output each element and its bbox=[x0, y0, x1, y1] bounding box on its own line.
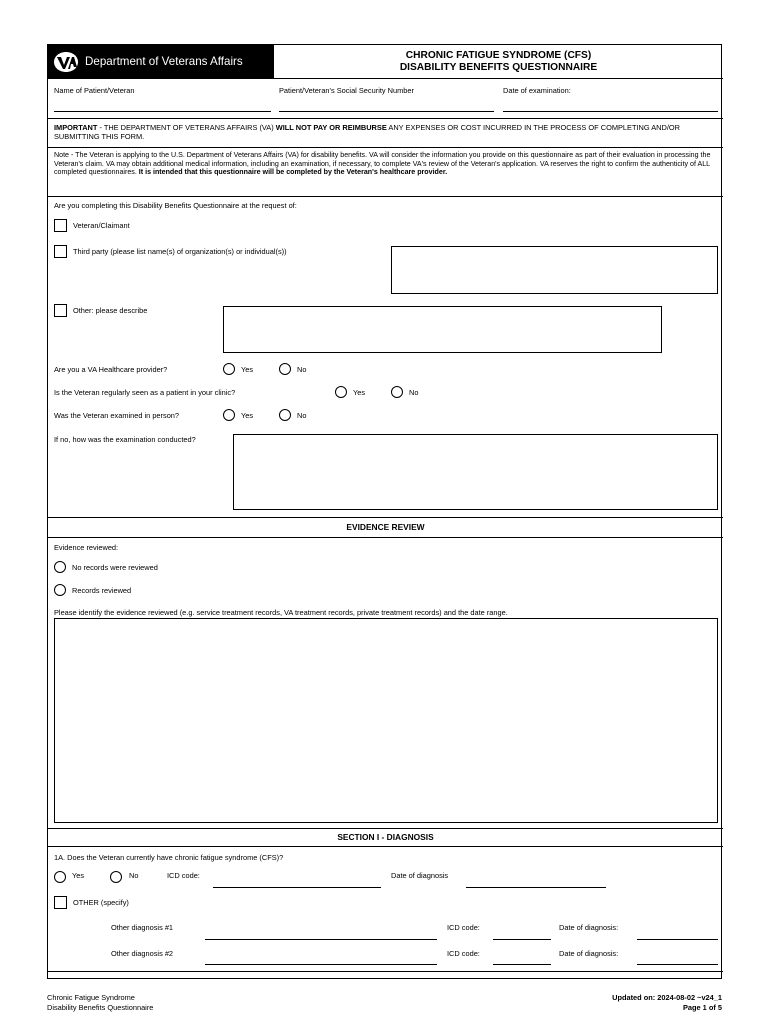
request-question: Are you completing this Disability Benefits Questionnaire at the request of: bbox=[54, 201, 297, 210]
footer-form-type: Disability Benefits Questionnaire bbox=[47, 1002, 154, 1012]
footer-right bbox=[612, 993, 722, 1012]
note-text: Note - The Veteran is applying to the U.S. Department of Veterans Affairs (VA) for disability benefits. VA will consider the information you provide on this questionnaire as part of their evaluation in processing the Veteran's claim. VA may obtain additional medical information, including an examination, if necessary, to complete VA's review of the Veteran's application. VA reserves the right to confirm the authenticity of ALL completed questionnaires. bbox=[54, 151, 711, 177]
title-line-2: DISABILITY BENEFITS QUESTIONNAIRE bbox=[399, 62, 598, 73]
divider bbox=[48, 196, 723, 197]
cfs-yes-radio[interactable] bbox=[54, 871, 66, 883]
exam-method-question: If no, how was the examination conducted? bbox=[54, 435, 196, 444]
va-provider-no-radio[interactable] bbox=[279, 363, 291, 375]
patient-name-label: Name of Patient/Veteran bbox=[54, 86, 135, 95]
third-party-label: Third party (please list name(s) of organization(s) or individual(s)) bbox=[73, 247, 287, 256]
exam-date-field[interactable] bbox=[503, 111, 718, 112]
footer-page-number: Page 1 of 5 bbox=[682, 1002, 722, 1012]
other-2-icd-label: ICD code: bbox=[447, 949, 480, 958]
important-lead: IMPORTANT bbox=[54, 123, 98, 132]
identify-evidence-label: Please identify the evidence reviewed (e.g. service treatment records, VA treatment records, private treatment records) and the date range. bbox=[54, 608, 508, 617]
divider bbox=[48, 78, 723, 79]
divider bbox=[48, 147, 723, 148]
other-2-icd-field[interactable] bbox=[493, 964, 551, 965]
exam-date-label: Date of examination: bbox=[503, 86, 571, 95]
in-person-yes-radio[interactable] bbox=[223, 409, 235, 421]
footer-updated: Updated on: 2024-08-02 ~v24_1 bbox=[612, 993, 722, 1002]
other-1-date-field[interactable] bbox=[637, 939, 718, 940]
form-title bbox=[274, 50, 723, 74]
regular-patient-question: Is the Veteran regularly seen as a patient in your clinic? bbox=[54, 388, 236, 397]
other-diagnosis-1-label: Other diagnosis #1 bbox=[111, 923, 174, 932]
cfs-date-label: Date of diagnosis bbox=[391, 871, 449, 880]
divider bbox=[48, 828, 723, 829]
va-seal-icon bbox=[53, 51, 79, 73]
regular-patient-no-label: No bbox=[409, 388, 419, 397]
other-diagnosis-checkbox[interactable] bbox=[54, 896, 67, 909]
cfs-no-radio[interactable] bbox=[110, 871, 122, 883]
title-line-1: CHRONIC FATIGUE SYNDROME (CFS) bbox=[405, 50, 592, 61]
regular-patient-yes-label: Yes bbox=[353, 388, 366, 397]
in-person-yes-label: Yes bbox=[241, 411, 254, 420]
exam-method-textbox[interactable] bbox=[233, 434, 718, 510]
cfs-no-label: No bbox=[129, 871, 139, 880]
no-records-radio[interactable] bbox=[54, 561, 66, 573]
important-notice bbox=[54, 123, 718, 141]
ssn-label: Patient/Veteran's Social Security Number bbox=[279, 86, 414, 95]
va-provider-yes-radio[interactable] bbox=[223, 363, 235, 375]
cfs-icd-label: ICD code: bbox=[167, 871, 200, 880]
important-text-2: ANY EXPENSES OR COST INCURRED IN THE PROCESS OF COMPLETING AND/OR SUBMITTING THIS FORM. bbox=[54, 123, 680, 141]
other-diagnosis-1-field[interactable] bbox=[205, 939, 437, 940]
records-reviewed-radio[interactable] bbox=[54, 584, 66, 596]
footer-left bbox=[47, 993, 153, 1012]
veteran-claimant-checkbox[interactable] bbox=[54, 219, 67, 232]
evidence-reviewed-label: Evidence reviewed: bbox=[54, 543, 119, 552]
in-person-no-radio[interactable] bbox=[279, 409, 291, 421]
va-header-banner bbox=[48, 45, 274, 78]
other-textbox[interactable] bbox=[223, 306, 662, 353]
other-2-date-label: Date of diagnosis: bbox=[559, 949, 619, 958]
divider bbox=[48, 517, 723, 518]
third-party-textbox[interactable] bbox=[391, 246, 718, 294]
other-1-date-label: Date of diagnosis: bbox=[559, 923, 619, 932]
evidence-review-heading: EVIDENCE REVIEW bbox=[346, 522, 425, 532]
va-provider-yes-label: Yes bbox=[241, 365, 254, 374]
evidence-textbox[interactable] bbox=[54, 618, 718, 823]
important-bold: WILL NOT PAY OR REIMBURSE bbox=[275, 123, 387, 132]
other-2-date-field[interactable] bbox=[637, 964, 718, 965]
note-paragraph bbox=[54, 151, 720, 177]
cfs-question: 1A. Does the Veteran currently have chronic fatigue syndrome (CFS)? bbox=[54, 853, 284, 862]
divider bbox=[48, 118, 723, 119]
regular-patient-yes-radio[interactable] bbox=[335, 386, 347, 398]
in-person-question: Was the Veteran examined in person? bbox=[54, 411, 180, 420]
no-records-label: No records were reviewed bbox=[72, 563, 158, 572]
in-person-no-label: No bbox=[297, 411, 307, 420]
other-label: Other: please describe bbox=[73, 306, 148, 315]
section-1-heading: SECTION I - DIAGNOSIS bbox=[337, 832, 434, 842]
other-diagnosis-2-label: Other diagnosis #2 bbox=[111, 949, 174, 958]
ssn-field[interactable] bbox=[279, 111, 494, 112]
veteran-claimant-label: Veteran/Claimant bbox=[73, 221, 130, 230]
divider bbox=[48, 846, 723, 847]
other-specify-label: OTHER (specify) bbox=[73, 898, 129, 907]
va-provider-no-label: No bbox=[297, 365, 307, 374]
divider bbox=[48, 537, 723, 538]
va-provider-question: Are you a VA Healthcare provider? bbox=[54, 365, 168, 374]
third-party-checkbox[interactable] bbox=[54, 245, 67, 258]
form-page bbox=[47, 44, 722, 979]
cfs-yes-label: Yes bbox=[72, 871, 85, 880]
other-1-icd-field[interactable] bbox=[493, 939, 551, 940]
department-name: Department of Veterans Affairs bbox=[85, 55, 243, 68]
footer-form-name: Chronic Fatigue Syndrome bbox=[47, 993, 135, 1002]
cfs-date-field[interactable] bbox=[466, 887, 606, 888]
cfs-icd-field[interactable] bbox=[213, 887, 381, 888]
patient-name-field[interactable] bbox=[54, 111, 271, 112]
other-1-icd-label: ICD code: bbox=[447, 923, 480, 932]
records-reviewed-label: Records reviewed bbox=[72, 586, 132, 595]
note-bold: It is intended that this questionnaire will be completed by the Veteran's healthcare provider. bbox=[138, 168, 448, 177]
other-diagnosis-2-field[interactable] bbox=[205, 964, 437, 965]
divider bbox=[48, 971, 723, 972]
other-checkbox[interactable] bbox=[54, 304, 67, 317]
regular-patient-no-radio[interactable] bbox=[391, 386, 403, 398]
important-text-1: - THE DEPARTMENT OF VETERANS AFFAIRS (VA) bbox=[97, 123, 276, 132]
